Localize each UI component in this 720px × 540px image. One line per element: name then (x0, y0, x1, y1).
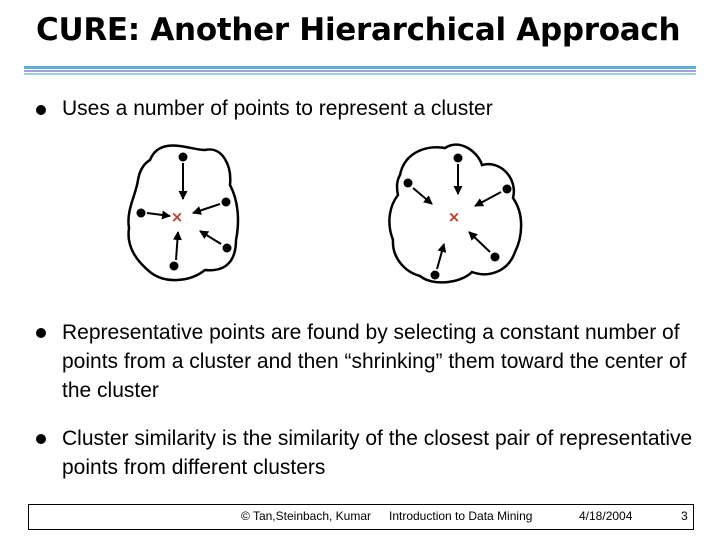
shrink-arrow (413, 188, 432, 204)
representative-point (137, 209, 146, 218)
footer-course: Introduction to Data Mining (389, 509, 533, 523)
cluster-center-marker: × (170, 208, 184, 226)
representative-point (179, 153, 188, 162)
bullet-text-1: Uses a number of points to represent a cluster (62, 97, 493, 120)
representative-point (404, 179, 413, 188)
representative-point (222, 198, 231, 207)
bullet-text-2: Representative points are found by selecting a constant number of points from a cluster and then “shrinking” them toward the center of the cluster (62, 321, 687, 402)
slide-footer (28, 504, 694, 530)
footer-copyright: © Tan,Steinbach, Kumar (241, 509, 372, 523)
footer-date: 4/18/2004 (579, 509, 633, 523)
representative-point (170, 262, 179, 271)
bullet-marker (36, 328, 46, 338)
shrink-arrow (200, 231, 221, 244)
shrink-arrow (193, 204, 220, 213)
bullet-marker (36, 434, 46, 444)
footer-page-number: 3 (681, 509, 688, 523)
representative-point (454, 154, 463, 163)
bullet-text-3: Cluster similarity is the similarity of the closest pair of representative points from different clusters (62, 427, 693, 479)
shrink-arrow (176, 232, 178, 260)
cluster-center-marker: × (447, 208, 461, 226)
shrink-arrow (469, 232, 490, 252)
shrink-arrow (437, 244, 444, 269)
representative-point (223, 244, 232, 253)
representative-point (491, 253, 500, 262)
slide-title: CURE: Another Hierarchical Approach (36, 12, 681, 48)
shrink-arrow (147, 213, 170, 216)
shrink-arrow (475, 192, 501, 206)
representative-point (431, 271, 440, 280)
representative-point (503, 185, 512, 194)
